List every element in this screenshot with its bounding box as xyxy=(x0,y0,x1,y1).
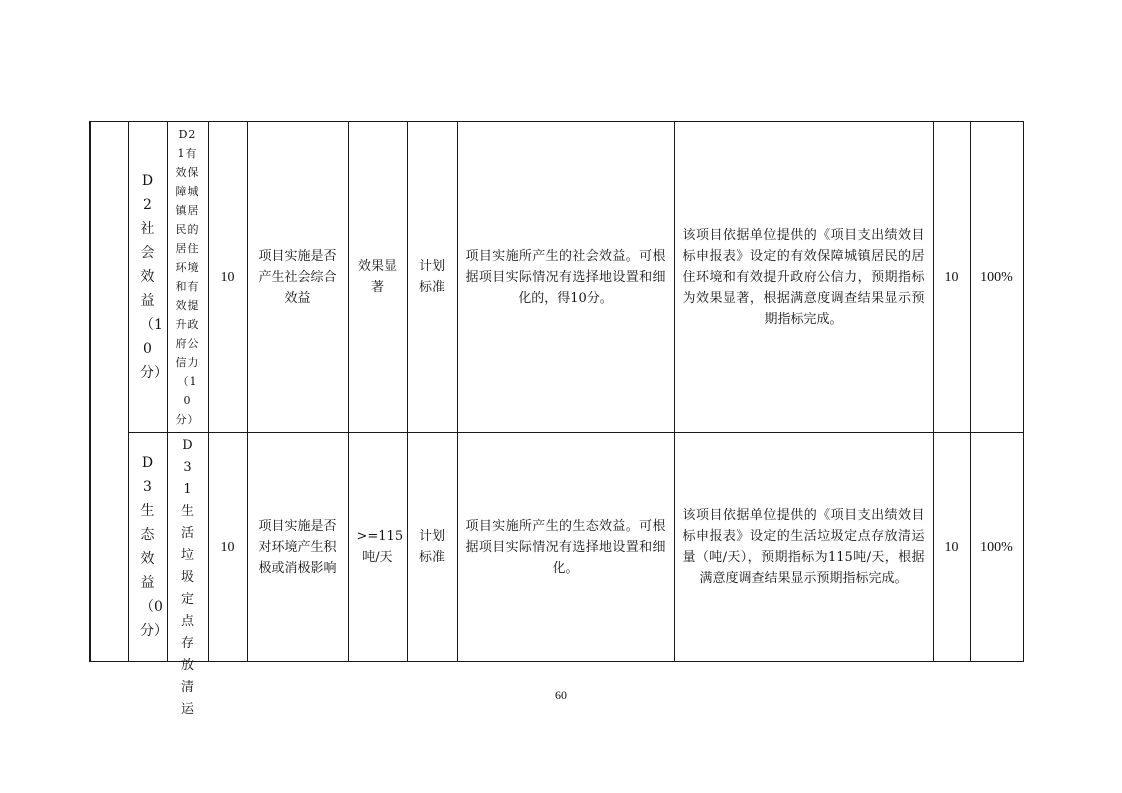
analysis-cell xyxy=(674,433,933,662)
blank-first-level-cell xyxy=(90,122,128,662)
weight-cell xyxy=(208,433,247,662)
weight-value: 10 xyxy=(220,269,235,285)
category-label: D3生态效益（0分） xyxy=(140,455,168,639)
indicator-cell xyxy=(167,433,208,717)
weight-cell xyxy=(208,122,247,433)
standard-text: 计划标准 xyxy=(418,529,445,565)
criteria-text: 项目实施所产生的社会效益。可根据项目实际情况有选择地设置和细化的，得10分。 xyxy=(465,248,666,306)
content-text: 项目实施是否产生社会综合效益 xyxy=(258,248,337,306)
category-cell xyxy=(128,433,167,662)
score-value: 10 xyxy=(944,269,959,285)
target-value: >=115吨/天 xyxy=(356,529,404,565)
score-value: 10 xyxy=(944,539,959,555)
table-row xyxy=(90,122,1023,433)
target-cell xyxy=(348,122,407,433)
indicator-label: D31生活垃圾定点存放清运 xyxy=(180,438,194,717)
page-number: 60 xyxy=(555,688,567,702)
rate-cell xyxy=(970,122,1023,433)
target-cell xyxy=(348,433,407,662)
standard-cell xyxy=(407,433,457,662)
category-cell xyxy=(128,122,167,433)
weight-value: 10 xyxy=(220,539,235,555)
score-cell xyxy=(933,433,970,662)
standard-text: 计划标准 xyxy=(418,259,445,295)
standard-cell xyxy=(407,122,457,433)
score-cell xyxy=(933,122,970,433)
rate-value: 100% xyxy=(980,269,1013,285)
table-row xyxy=(90,433,1023,662)
category-label: D2社会效益（10分） xyxy=(140,173,168,381)
indicator-label: D21有效保障城镇居民的居住环境和有效提升政府公信力（10分） xyxy=(175,128,200,426)
analysis-text: 该项目依据单位提供的《项目支出绩效目标申报表》设定的有效保障城镇居民的居住环境和有效提升政府公信力，预期指标为效果显著，根据满意度调查结果显示预期指标完成。 xyxy=(682,227,925,327)
target-value: 效果显著 xyxy=(357,259,397,295)
rate-cell xyxy=(970,433,1023,662)
analysis-text: 该项目依据单位提供的《项目支出绩效目标申报表》设定的生活垃圾定点存放清运量（吨/天），预期指标为115吨/天，根据满意度调查结果显示预期指标完成。 xyxy=(682,508,925,586)
content-cell xyxy=(247,433,348,662)
content-text: 项目实施是否对环境产生积极或消极影响 xyxy=(258,518,337,576)
criteria-cell xyxy=(457,122,674,433)
criteria-cell xyxy=(457,433,674,662)
analysis-cell xyxy=(674,122,933,433)
content-cell xyxy=(247,122,348,433)
criteria-text: 项目实施所产生的生态效益。可根据项目实际情况有选择地设置和细化。 xyxy=(465,518,666,576)
indicator-cell xyxy=(167,122,208,433)
rate-value: 100% xyxy=(980,539,1013,555)
